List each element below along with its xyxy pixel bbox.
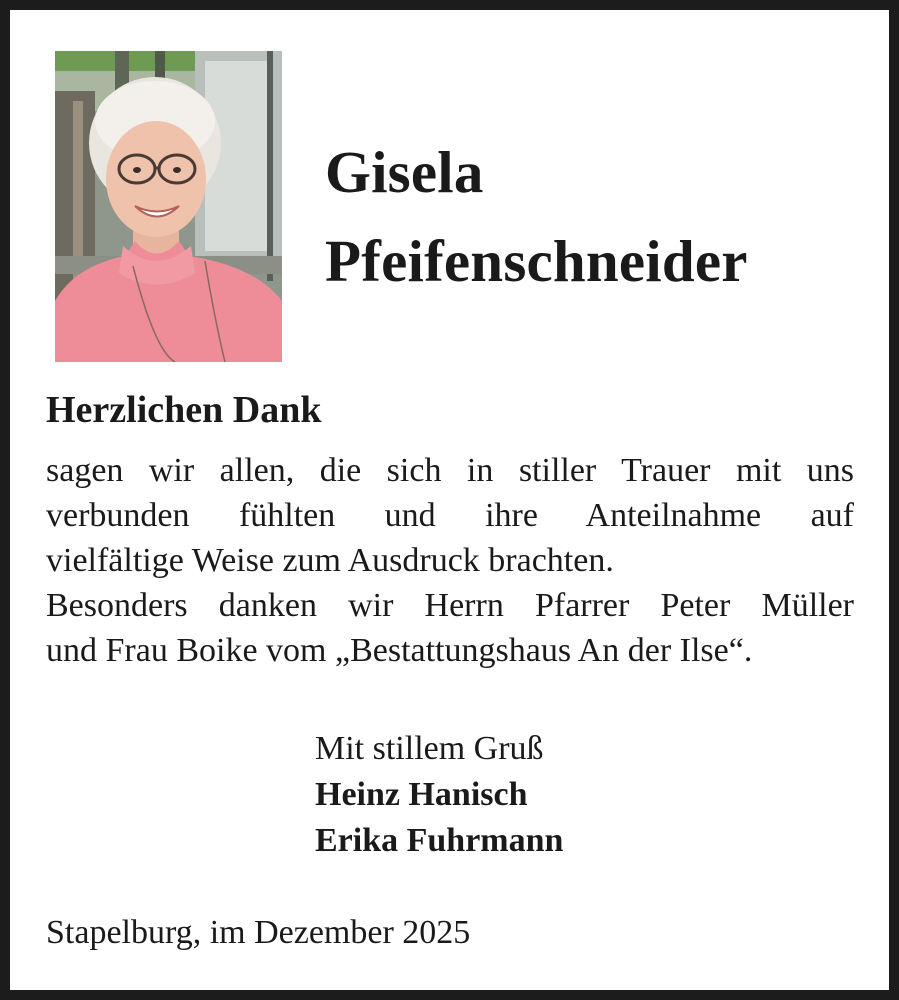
signer-name: Erika Fuhrmann — [315, 822, 564, 859]
body-line: und Frau Boike vom „Bestattungshaus An der Ilse“. — [46, 632, 753, 669]
portrait-photo-icon — [55, 51, 282, 362]
body-line: vielfältige Weise zum Ausdruck brachten. — [46, 542, 614, 579]
place-date: Stapelburg, im Dezember 2025 — [46, 914, 471, 951]
deceased-name — [325, 128, 748, 306]
greeting: Mit stillem Gruß — [315, 730, 544, 767]
signoff — [315, 726, 563, 864]
thanks-body — [46, 448, 854, 673]
body-line: verbunden fühlten und ihre Anteilnahme auf — [46, 497, 854, 534]
signer-name: Heinz Hanisch — [315, 776, 528, 813]
last-name: Pfeifenschneider — [325, 228, 748, 294]
body-line: Besonders danken wir Herrn Pfarrer Peter Müller — [46, 587, 854, 624]
body-line: sagen wir allen, die sich in stiller Trauer mit uns — [46, 452, 854, 489]
thanks-heading: Herzlichen Dank — [46, 389, 322, 431]
first-name: Gisela — [325, 139, 484, 205]
portrait-photo — [55, 51, 282, 362]
